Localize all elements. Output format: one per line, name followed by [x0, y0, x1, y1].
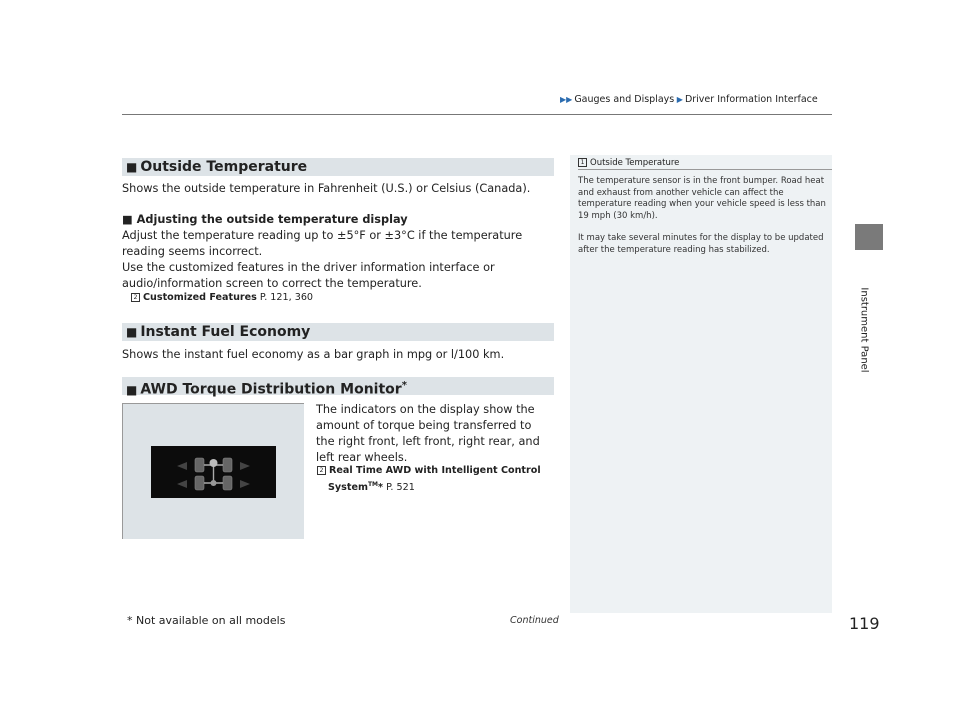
- section-title: Instant Fuel Economy: [140, 324, 311, 340]
- xref-page: P. 521: [386, 482, 415, 494]
- xref-icon: 2: [131, 293, 140, 302]
- section-title: Outside Temperature: [140, 159, 308, 175]
- header-divider: [122, 114, 832, 115]
- continued-label: Continued: [510, 615, 559, 626]
- subheading-marker-icon: ■: [122, 213, 133, 226]
- xref-pages: P. 121, 360: [259, 292, 314, 303]
- note-divider: [578, 169, 832, 170]
- section-header-instant-fuel-economy: [122, 323, 554, 341]
- subheading-text: Adjusting the outside temperature display: [136, 213, 408, 226]
- cross-reference-awd[interactable]: [317, 465, 541, 476]
- section-marker-icon: ■: [126, 160, 138, 174]
- xref-label[interactable]: Customized Features: [143, 292, 257, 303]
- breadcrumb: [560, 94, 818, 105]
- chapter-tab-marker: [855, 224, 883, 250]
- cross-reference-awd-line2[interactable]: [328, 481, 415, 493]
- xref-icon: 2: [317, 466, 326, 475]
- paragraph: Adjust the temperature reading up to ±5°F or ±3°C if the temperature reading seems incorrect.: [122, 229, 523, 258]
- footnote: * Not available on all models: [127, 614, 286, 627]
- trademark-mark: TM: [367, 481, 379, 488]
- awd-chassis-icon: [151, 446, 276, 498]
- chapter-tab-label: Instrument Panel: [858, 287, 870, 373]
- breadcrumb-item-gauges[interactable]: Gauges and Displays: [574, 94, 675, 105]
- note-heading-text: Outside Temperature: [590, 158, 680, 168]
- section-marker-icon: ■: [126, 382, 138, 397]
- xref-label[interactable]: System: [328, 482, 368, 494]
- breadcrumb-arrow-icon: ▶: [674, 95, 683, 104]
- section-marker-icon: ■: [126, 325, 138, 339]
- section-header-outside-temperature: [122, 158, 554, 176]
- asterisk-mark: *: [378, 482, 384, 494]
- note-icon: 1: [578, 158, 587, 167]
- page-number: 119: [849, 614, 880, 633]
- awd-display-illustration: [122, 403, 304, 539]
- note-body: [578, 176, 828, 256]
- breadcrumb-item-driver-info[interactable]: Driver Information Interface: [684, 94, 818, 105]
- section-body: Shows the outside temperature in Fahrenheit (U.S.) or Celsius (Canada).: [122, 182, 531, 195]
- section-header-awd-torque: [122, 377, 554, 398]
- section-title: AWD Torque Distribution Monitor: [140, 381, 402, 398]
- breadcrumb-arrow-icon: ▶▶: [560, 95, 573, 104]
- section-body: Shows the instant fuel economy as a bar graph in mpg or l/100 km.: [122, 348, 505, 361]
- asterisk-mark: *: [401, 380, 407, 391]
- xref-label[interactable]: Real Time AWD with Intelligent Control: [329, 465, 541, 476]
- subheading: [122, 212, 562, 228]
- note-paragraph: The temperature sensor is in the front bumper. Road heat and exhaust from another vehicle can affect the temperature reading when your vehicle speed is less than 19 mph (30 km/h).: [578, 176, 826, 221]
- note-heading: [578, 157, 679, 168]
- section-body: The indicators on the display show the amount of torque being transferred to the right front, left front, right rear, and left rear wheels.: [316, 403, 540, 464]
- awd-torque-display: [151, 446, 276, 498]
- paragraph: Use the customized features in the driver information interface or audio/information screen to correct the temperature.: [122, 261, 495, 290]
- cross-reference-customized-features[interactable]: [131, 292, 313, 303]
- note-paragraph: It may take several minutes for the display to be updated after the temperature reading has stabilized.: [578, 233, 824, 255]
